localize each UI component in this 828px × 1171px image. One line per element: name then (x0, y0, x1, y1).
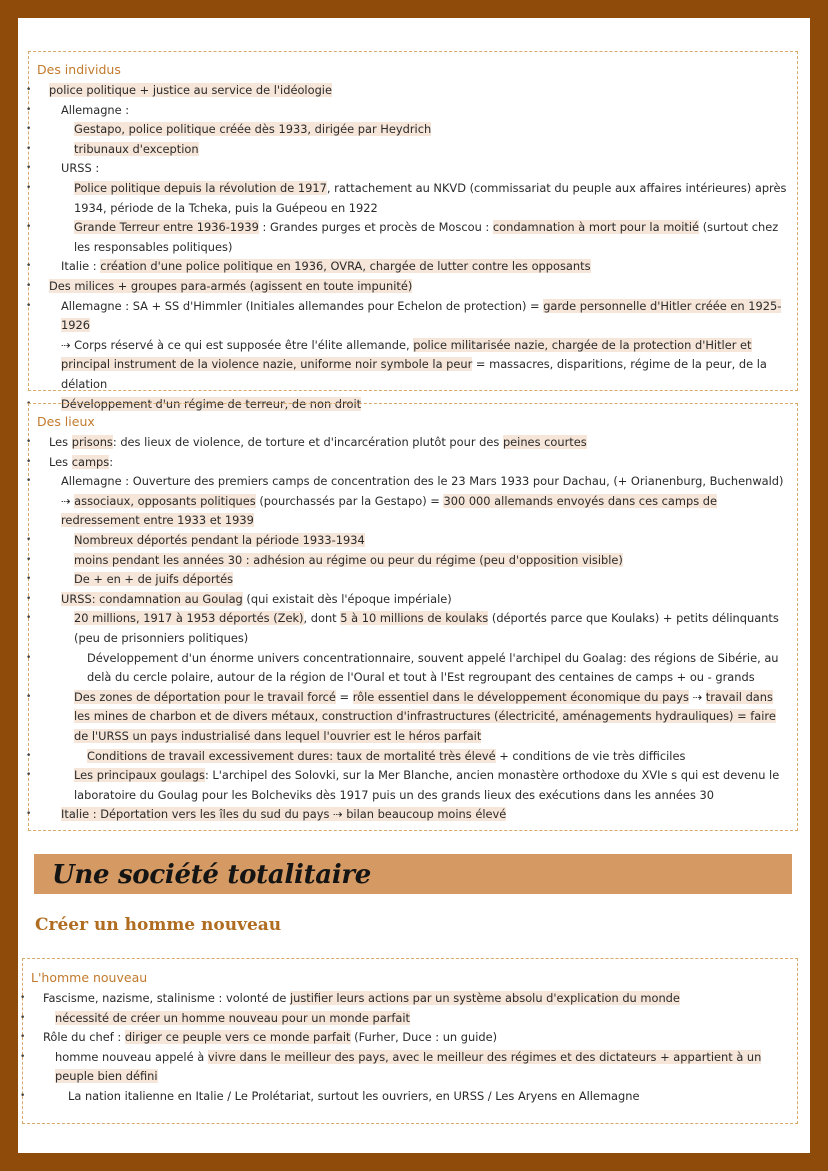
list-item: • De + en + de juifs déportés (37, 570, 789, 590)
list-item: • Allemagne : (37, 101, 789, 121)
subtitle: Créer un homme nouveau (35, 915, 282, 935)
list-item: • moins pendant les années 30 : adhésion au régime ou peur du régime (peu d'opposition visible) (37, 551, 789, 571)
list-item: • police politique + justice au service de l'idéologie (37, 81, 789, 101)
list-item: • URSS: condamnation au Goulag (qui existait dès l'époque impériale) (37, 590, 789, 610)
list-item: • Gestapo, police politique créée dès 1933, dirigée par Heydrich (37, 120, 789, 140)
list (37, 81, 789, 414)
list-item: • Allemagne : Ouverture des premiers camps de concentration des le 23 Mars 1933 pour Dachau, (+ Orianenburg, Buchenwald) ⇢ associaux, opposants politiques (pourchassés par la Gestapo) = 300 000 allemands envoyés dans ces camps de redressement entre 1933 et 1939 (37, 472, 789, 531)
list-item: • Les prisons: des lieux de violence, de torture et d'incarcération plutôt pour des peines courtes (37, 433, 789, 453)
list-item: • Développement d'un énorme univers concentrationnaire, souvent appelé l'archipel du Goalag: des régions de Sibérie, au delà du cercle polaire, autour de la région de l'Oural et tout à l'Est regroupant des centaines de camps + ou - grands (37, 649, 789, 688)
list-item: • Police politique depuis la révolution de 1917, rattachement au NKVD (commissariat du peuple aux affaires intérieures) après 1934, période de la Tcheka, puis la Guépeou en 1922 (37, 179, 789, 218)
page (18, 18, 810, 1153)
list-item: • Développement d'un régime de terreur, de non droit (37, 395, 789, 415)
list-item: • Italie : création d'une police politique en 1936, OVRA, chargée de lutter contre les opposants (37, 257, 789, 277)
list (31, 989, 789, 1107)
section-band (34, 854, 792, 894)
list-item: • nécessité de créer un homme nouveau pour un monde parfait (31, 1009, 789, 1029)
section-lieux (28, 403, 798, 831)
list-item: • Fascisme, nazisme, stalinisme : volonté de justifier leurs actions par un système absolu d'explication du monde (31, 989, 789, 1009)
list-item: • 20 millions, 1917 à 1953 déportés (Zek), dont 5 à 10 millions de koulaks (déportés parce que Koulaks) + petits délinquants (peu de prisonniers politiques) (37, 609, 789, 648)
list (37, 433, 789, 825)
list-item: • Grande Terreur entre 1936-1939 : Grandes purges et procès de Moscou : condamnation à mort pour la moitié (surtout chez les responsables politiques) (37, 218, 789, 257)
list-item: • Des milices + groupes para-armés (agissent en toute impunité) (37, 277, 789, 297)
list-item: • Les camps: (37, 453, 789, 473)
list-item: • La nation italienne en Italie / Le Prolétariat, surtout les ouvriers, en URSS / Les Aryens en Allemagne (31, 1087, 789, 1107)
section-title: Des individus (37, 62, 121, 77)
list-item: • URSS : (37, 159, 789, 179)
list-item: • Allemagne : SA + SS d'Himmler (Initiales allemandes pour Echelon de protection) = garde personnelle d'Hitler créée en 1925-1926 (37, 297, 789, 336)
section-homme-nouveau (22, 958, 798, 1124)
section-title: L'homme nouveau (31, 970, 148, 985)
section-individus (28, 51, 798, 411)
list-item: • Les principaux goulags: L'archipel des Solovki, sur la Mer Blanche, ancien monastère orthodoxe du XVIe s qui est devenu le laboratoire du Goulag pour les Bolcheviks dès 1917 puis un des grands lieux des exécutions dans les années 30 (37, 766, 789, 805)
list-item: • homme nouveau appelé à vivre dans le meilleur des pays, avec le meilleur des régimes et des dictateurs + appartient à un peuple bien défini (31, 1048, 789, 1087)
list-item: • Rôle du chef : diriger ce peuple vers ce monde parfait (Furher, Duce : un guide) (31, 1028, 789, 1048)
list-item: • tribunaux d'exception (37, 140, 789, 160)
list-item: • Italie : Déportation vers les îles du sud du pays ⇢ bilan beaucoup moins élevé (37, 805, 789, 825)
section-title: Des lieux (37, 414, 95, 429)
list-item: • Conditions de travail excessivement dures: taux de mortalité très élevé + conditions de vie très difficiles (37, 747, 789, 767)
list-item: • Nombreux déportés pendant la période 1933-1934 (37, 531, 789, 551)
list-item: • Des zones de déportation pour le travail forcé = rôle essentiel dans le développement économique du pays ⇢ travail dans les mines de charbon et de divers métaux, construction d'infrastructures (électricité, aménagements hydrauliques) = faire de l'URSS un pays industrialisé dans lequel l'ouvrier est le héros parfait (37, 688, 789, 747)
band-title: Une société totalitaire (52, 860, 372, 890)
continuation-text: ⇢ Corps réservé à ce qui est supposée être l'élite allemande, police militarisée nazie, chargée de la protection d'Hitler et principal instrument de la violence nazie, uniforme noir symbole la peur = massacres, disparitions, régime de la peur, de la délation (61, 337, 767, 391)
